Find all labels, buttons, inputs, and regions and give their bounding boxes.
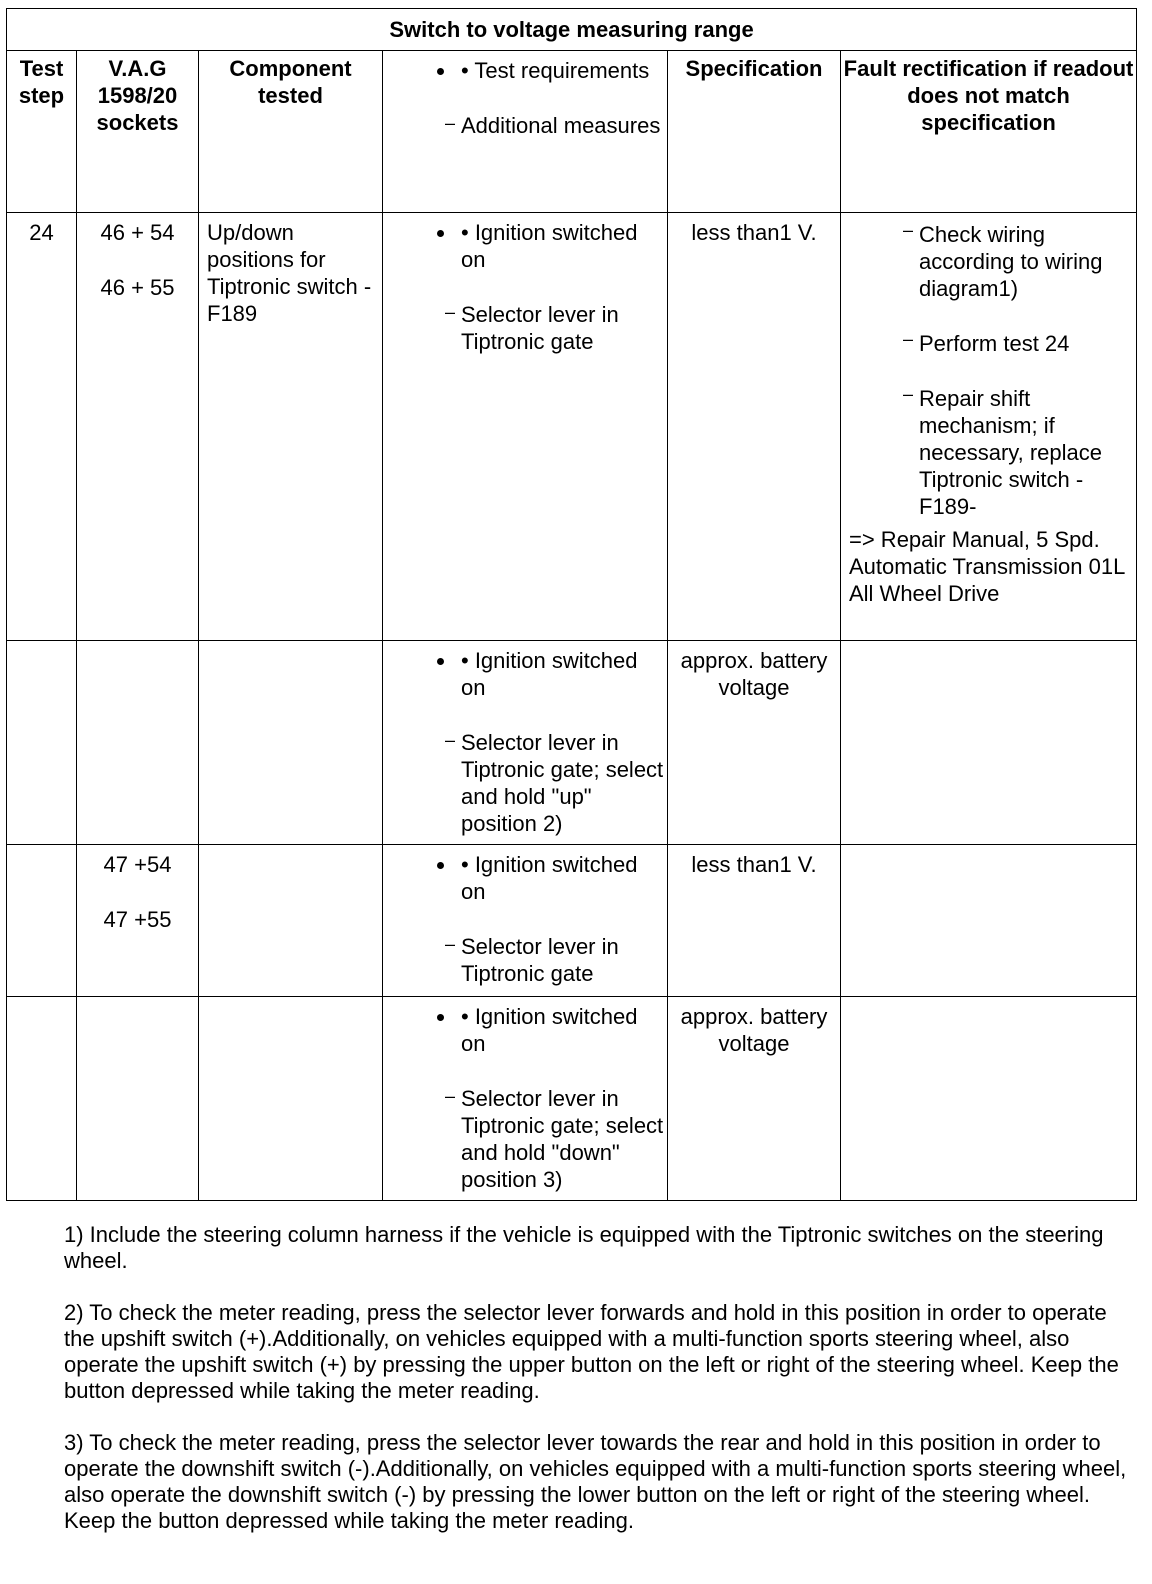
cell-requirements — [383, 845, 668, 997]
bullet-icon — [437, 1014, 444, 1021]
table-row — [7, 641, 1137, 845]
requirement-text: • Ignition switched on — [461, 220, 638, 272]
cell-test-step — [7, 641, 77, 845]
requirement-dash — [383, 933, 667, 987]
footnote-2: 2) To check the meter reading, press the selector lever forwards and hold in this position in order to operate the upshift switch (+).Additionally, on vehicles equipped with a multi-function sports steering wheel, also operate the upshift switch (+) by pressing the upper button on the left or right of the steering wheel. Keep the button depressed while taking the meter reading. — [64, 1300, 1119, 1403]
bullet-icon — [437, 862, 444, 869]
socket-pair: 46 + 54 — [100, 220, 175, 245]
header-additional-measures — [383, 112, 667, 139]
cell-sockets — [77, 641, 199, 845]
requirement-text: • Ignition switched on — [461, 1004, 638, 1056]
footnotes — [64, 1222, 1134, 1560]
dash-icon: – — [445, 730, 456, 750]
fault-item-text: Check wiring according to wiring diagram1) — [919, 222, 1103, 301]
voltage-test-table — [6, 8, 1137, 1201]
cell-component — [199, 997, 383, 1201]
cell-specification: approx. battery voltage — [668, 997, 841, 1201]
requirement-text: Selector lever in Tiptronic gate — [461, 302, 619, 354]
header-test-step: Test step — [7, 51, 77, 213]
requirement-bullet — [383, 219, 667, 273]
table-title: Switch to voltage measuring range — [7, 9, 1137, 51]
repair-manual-reference: => Repair Manual, 5 Spd. Automatic Transmission 01L All Wheel Drive — [849, 527, 1125, 606]
cell-fault-rectification — [841, 997, 1137, 1201]
dash-icon: – — [445, 113, 456, 133]
cell-fault-rectification — [841, 641, 1137, 845]
header-specification: Specification — [668, 51, 841, 213]
dash-icon: – — [445, 1086, 456, 1106]
cell-specification: approx. battery voltage — [668, 641, 841, 845]
header-requirements-text: • Test requirements — [461, 58, 650, 83]
socket-pair: 47 +55 — [103, 907, 172, 932]
table-row — [7, 213, 1137, 641]
requirement-bullet — [383, 851, 667, 905]
fault-item-text: Repair shift mechanism; if necessary, replace Tiptronic switch -F189- — [919, 386, 1103, 519]
socket-pair: 47 +54 — [103, 852, 172, 877]
fault-item — [841, 330, 1130, 357]
cell-requirements — [383, 213, 668, 641]
cell-specification: less than1 V. — [668, 845, 841, 997]
header-requirements — [383, 51, 668, 213]
dash-icon: – — [903, 220, 914, 240]
cell-fault-rectification — [841, 845, 1137, 997]
header-requirements-bullet — [383, 57, 667, 84]
fault-item — [841, 385, 1130, 520]
requirement-text: Selector lever in Tiptronic gate; select and hold "up" position 2) — [461, 730, 664, 836]
table-row — [7, 845, 1137, 997]
cell-requirements — [383, 997, 668, 1201]
footnote-1: 1) Include the steering column harness if the vehicle is equipped with the Tiptronic switches on the steering wheel. — [64, 1222, 1104, 1273]
cell-sockets — [77, 845, 199, 997]
header-sockets: V.A.G 1598/20 sockets — [77, 51, 199, 213]
requirement-dash — [383, 301, 667, 355]
dash-icon: – — [445, 302, 456, 322]
cell-test-step: 24 — [7, 213, 77, 641]
cell-fault-rectification — [841, 213, 1137, 641]
cell-specification: less than1 V. — [668, 213, 841, 641]
cell-component: Up/down positions for Tiptronic switch -F189 — [199, 213, 383, 641]
socket-pair: 46 + 55 — [100, 275, 175, 300]
dash-icon: – — [903, 384, 914, 404]
requirement-text: Selector lever in Tiptronic gate; select and hold "down" position 3) — [461, 1086, 664, 1192]
header-component: Component tested — [199, 51, 383, 213]
bullet-icon — [437, 658, 444, 665]
requirement-bullet — [383, 647, 667, 701]
requirement-text: • Ignition switched on — [461, 648, 638, 700]
dash-icon: – — [903, 329, 914, 349]
header-additional-text: Additional measures — [461, 113, 661, 138]
header-fault-rectification: Fault rectification if readout does not match specification — [841, 51, 1137, 213]
table-row — [7, 997, 1137, 1201]
requirement-bullet — [383, 1003, 667, 1057]
cell-test-step — [7, 997, 77, 1201]
fault-item — [841, 221, 1130, 302]
cell-sockets — [77, 213, 199, 641]
footnote-3: 3) To check the meter reading, press the selector lever towards the rear and hold in this position in order to operate the downshift switch (-).Additionally, on vehicles equipped with a multi-function sports steering wheel, also operate the downshift switch (-) by pressing the lower button on the left or right of the steering wheel. Keep the button depressed while taking the meter reading. — [64, 1430, 1127, 1533]
cell-sockets — [77, 997, 199, 1201]
bullet-icon — [437, 230, 444, 237]
cell-test-step — [7, 845, 77, 997]
requirement-text: Selector lever in Tiptronic gate — [461, 934, 619, 986]
cell-requirements — [383, 641, 668, 845]
requirement-text: • Ignition switched on — [461, 852, 638, 904]
fault-item-text: Perform test 24 — [919, 331, 1070, 356]
bullet-icon — [437, 68, 444, 75]
cell-component — [199, 641, 383, 845]
requirement-dash — [383, 1085, 667, 1193]
requirement-dash — [383, 729, 667, 837]
dash-icon: – — [445, 934, 456, 954]
cell-component — [199, 845, 383, 997]
